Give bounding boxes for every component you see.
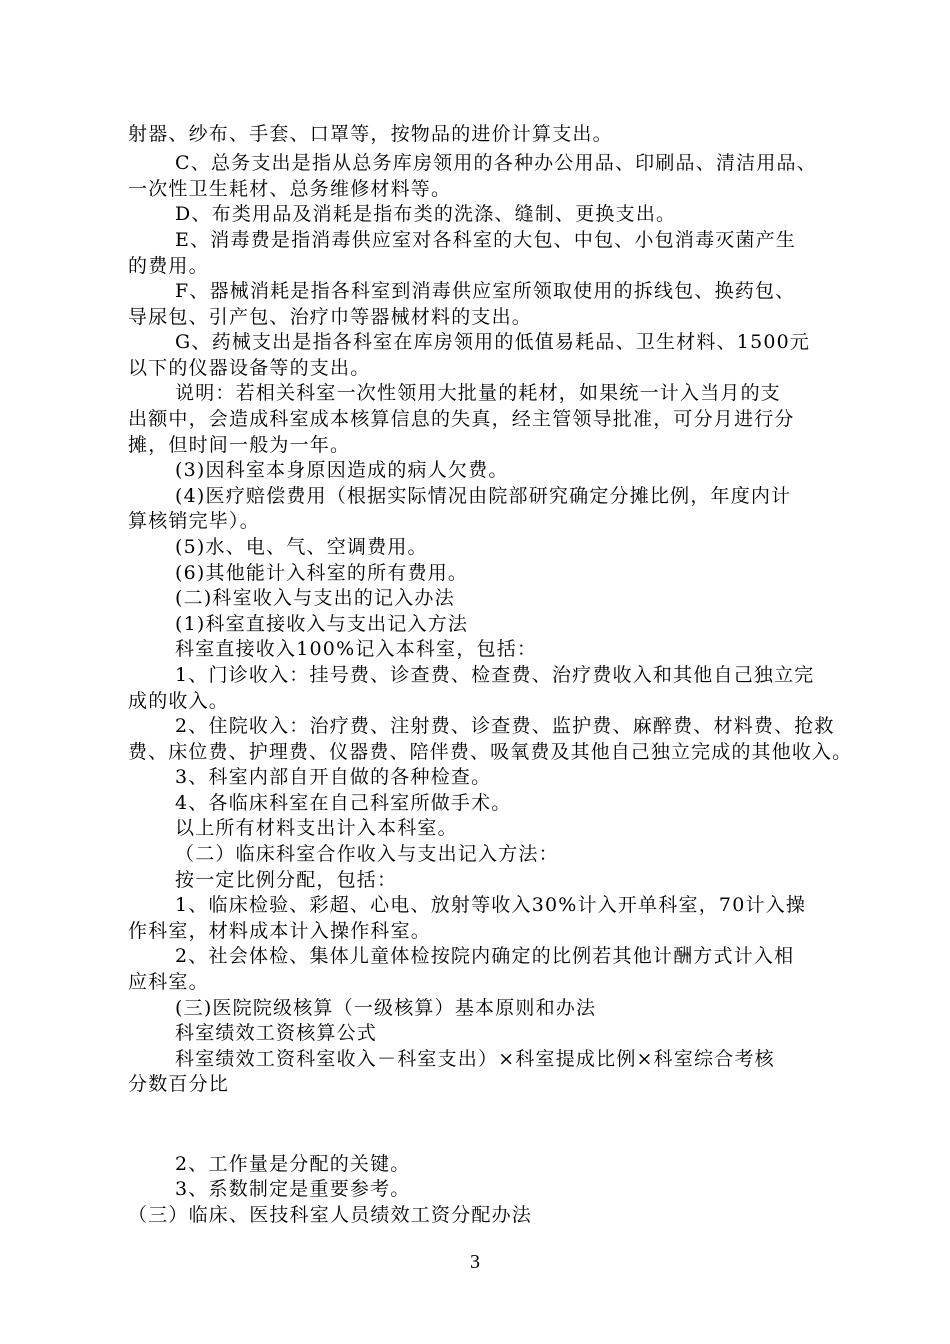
text-line: 应科室。 <box>128 971 209 993</box>
text-line: 成的收入。 <box>128 690 230 712</box>
text-line: 作科室，材料成本计入操作科室。 <box>128 920 432 942</box>
text-line: 科室绩效工资科室收入－科室支出）×科室提成比例×科室综合考核 <box>175 1048 775 1070</box>
text-line: 按一定比例分配，包括： <box>175 869 398 891</box>
text-line: 2、社会体检、集体儿童体检按院内确定的比例若其他计酬方式计入相 <box>175 945 795 967</box>
text-line: C、总务支出是指从总务库房领用的各种办公用品、印刷品、清洁用品、 <box>175 152 817 174</box>
text-line: 导尿包、引产包、治疗巾等器械材料的支出。 <box>128 306 533 328</box>
text-line: 科室绩效工资核算公式 <box>175 1022 378 1044</box>
text-line: 1、门诊收入：挂号费、诊查费、检查费、治疗费收入和其他自己独立完 <box>175 664 815 686</box>
text-line: (4)医疗赔偿费用（根据实际情况由院部研究确定分摊比例，年度内计 <box>175 485 792 507</box>
text-line: 出额中，会造成科室成本核算信息的失真，经主管领导批准，可分月进行分 <box>128 408 795 430</box>
text-line: 分数百分比 <box>128 1073 230 1095</box>
text-line: G、药械支出是指各科室在库房领用的低值易耗品、卫生材料、1500元 <box>175 331 811 353</box>
text-line: 4、各临床科室在自己科室所做手术。 <box>175 792 512 814</box>
text-line: 射器、纱布、手套、口罩等，按物品的进价计算支出。 <box>128 123 613 145</box>
text-line: 3、系数制定是重要参考。 <box>175 1178 411 1200</box>
text-line: (6)其他能计入科室的所有费用。 <box>175 562 469 584</box>
text-line: F、器械消耗是指各科室到消毒供应室所领取使用的拆线包、换药包、 <box>175 280 796 302</box>
text-line: 以上所有材料支出计入本科室。 <box>175 817 458 839</box>
text-line: (1)科室直接收入与支出记入方法 <box>175 613 469 635</box>
text-line: （二）临床科室合作收入与支出记入方法： <box>175 843 559 865</box>
text-line: 1、临床检验、彩超、心电、放射等收入30%计入开单科室，70计入操 <box>175 894 807 916</box>
text-line: 以下的仪器设备等的支出。 <box>128 357 371 379</box>
text-line: 一次性卫生耗材、总务维修材料等。 <box>128 178 452 200</box>
text-line: 摊，但时间一般为一年。 <box>128 434 351 456</box>
text-line: D、布类用品及消耗是指布类的洗涤、缝制、更换支出。 <box>175 203 677 225</box>
text-line: （三）临床、医技科室人员绩效工资分配办法 <box>128 1204 533 1226</box>
text-line: 算核销完毕）。 <box>128 510 260 532</box>
text-line: 费、床位费、护理费、仪器费、陪伴费、吸氧费及其他自己独立完成的其他收入。 <box>128 741 853 763</box>
text-line: (二)科室收入与支出的记入办法 <box>175 587 455 609</box>
text-line: E、消毒费是指消毒供应室对各科室的大包、中包、小包消毒灭菌产生 <box>175 229 797 251</box>
text-line: 3、科室内部自开自做的各种检查。 <box>175 766 492 788</box>
text-line: 的费用。 <box>128 255 209 277</box>
text-line: (三)医院院级核算（一级核算）基本原则和办法 <box>175 997 597 1019</box>
text-line: 说明：若相关科室一次性领用大批量的耗材，如果统一计入当月的支 <box>175 382 782 404</box>
text-line: (5)水、电、气、空调费用。 <box>175 536 428 558</box>
text-line: 2、住院收入：治疗费、注射费、诊查费、监护费、麻醉费、材料费、抢救 <box>175 715 835 737</box>
text-line: (3)因科室本身原因造成的病人欠费。 <box>175 459 509 481</box>
text-line: 2、工作量是分配的关键。 <box>175 1153 411 1175</box>
page-number: 3 <box>470 1251 480 1273</box>
text-line: 科室直接收入100%记入本科室，包括： <box>175 638 538 660</box>
